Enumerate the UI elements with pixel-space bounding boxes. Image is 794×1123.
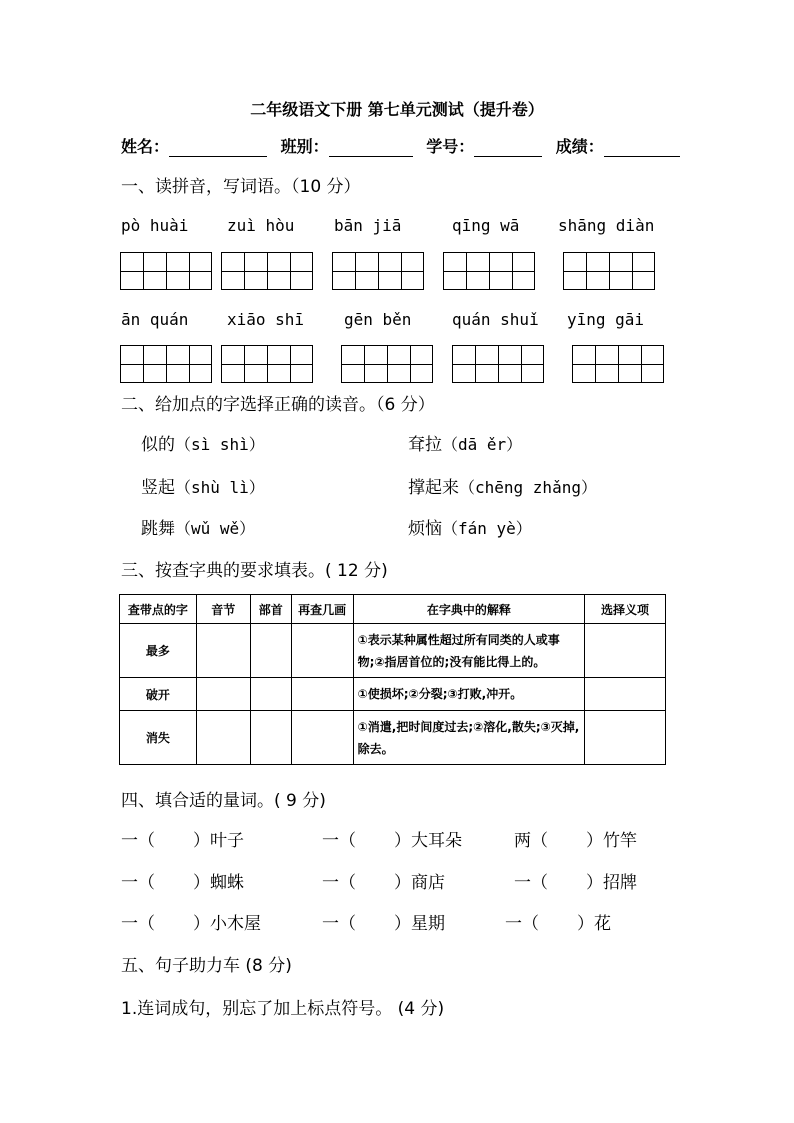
measure-word-item[interactable] xyxy=(121,826,244,851)
item-word: 烦恼 xyxy=(408,519,442,539)
item-options[interactable]: （sì shì） xyxy=(175,435,265,454)
item-options[interactable]: （chēng zhǎng） xyxy=(459,478,597,497)
name-field[interactable] xyxy=(169,139,267,157)
measure-word-item[interactable] xyxy=(514,826,637,851)
radical-cell[interactable] xyxy=(250,624,291,678)
item-options[interactable]: （wǔ wě） xyxy=(175,519,256,538)
pinyin-8: gēn běn xyxy=(344,310,412,329)
item-suffix: ）花 xyxy=(577,914,611,934)
header-cell: 再查几画 xyxy=(291,595,353,624)
class-label: 班别： xyxy=(280,137,329,156)
pinyin-7: xiāo shī xyxy=(227,310,305,329)
header-cell: 在字典中的解释 xyxy=(353,595,585,624)
definition-cell: ①表示某种属性超过所有同类的人或事物;②指居首位的;没有能比得上的。 xyxy=(353,624,585,678)
writing-grid[interactable] xyxy=(120,345,212,383)
item-prefix: 一（ xyxy=(322,914,356,934)
pronunciation-item xyxy=(408,473,597,498)
item-word: 耷拉 xyxy=(408,435,442,455)
syllable-cell[interactable] xyxy=(196,624,250,678)
pinyin-10: yīng gāi xyxy=(567,310,645,329)
pinyin-1: pò huài xyxy=(121,216,189,235)
choice-cell[interactable] xyxy=(585,624,666,678)
writing-grid[interactable] xyxy=(572,345,664,383)
item-prefix: 一（ xyxy=(121,873,155,893)
item-suffix: ）大耳朵 xyxy=(394,831,462,851)
item-suffix: ）招牌 xyxy=(586,873,637,893)
strokes-cell[interactable] xyxy=(291,711,353,765)
section-4-heading: 四、填合适的量词。( 9 分) xyxy=(121,791,326,811)
writing-grid[interactable] xyxy=(443,252,535,290)
item-suffix: ）商店 xyxy=(394,873,445,893)
header-cell: 部首 xyxy=(250,595,291,624)
measure-word-item[interactable] xyxy=(505,909,611,934)
item-prefix: 一（ xyxy=(505,914,539,934)
item-word: 跳舞 xyxy=(141,519,175,539)
pronunciation-item xyxy=(408,430,522,455)
writing-grid[interactable] xyxy=(452,345,544,383)
measure-word-item[interactable] xyxy=(322,909,445,934)
score-label: 成绩： xyxy=(555,137,604,156)
strokes-cell[interactable] xyxy=(291,624,353,678)
measure-word-item[interactable] xyxy=(121,868,244,893)
measure-word-item[interactable] xyxy=(322,826,462,851)
lookup-word: 破开 xyxy=(120,678,197,711)
strokes-cell[interactable] xyxy=(291,678,353,711)
lookup-word: 消失 xyxy=(120,711,197,765)
dictionary-table xyxy=(119,594,666,765)
section-5-subheading: 1.连词成句，别忘了加上标点符号。 (4 分) xyxy=(121,999,445,1019)
item-prefix: 一（ xyxy=(322,873,356,893)
section-3-heading: 三、按查字典的要求填表。( 12 分) xyxy=(121,561,388,581)
writing-grid[interactable] xyxy=(221,345,313,383)
lookup-word: 最多 xyxy=(120,624,197,678)
section-2-heading: 二、给加点的字选择正确的读音。（6 分） xyxy=(121,395,435,415)
syllable-cell[interactable] xyxy=(196,711,250,765)
item-prefix: 一（ xyxy=(322,831,356,851)
table-row xyxy=(120,678,666,711)
item-options[interactable]: （fán yè） xyxy=(442,519,532,538)
item-word: 竖起 xyxy=(141,478,175,498)
item-prefix: 一（ xyxy=(121,831,155,851)
choice-cell[interactable] xyxy=(585,678,666,711)
id-label: 学号： xyxy=(426,137,475,156)
item-word: 似的 xyxy=(141,435,175,455)
item-word: 撑起来 xyxy=(408,478,459,498)
writing-grid[interactable] xyxy=(563,252,655,290)
table-row xyxy=(120,711,666,765)
measure-word-item[interactable] xyxy=(514,868,637,893)
pinyin-4: qīng wā xyxy=(452,216,520,235)
radical-cell[interactable] xyxy=(250,711,291,765)
pinyin-9: quán shuǐ xyxy=(452,310,539,329)
page-title: 二年级语文下册 第七单元测试（提升卷） xyxy=(250,100,544,119)
item-prefix: 两（ xyxy=(514,831,548,851)
pronunciation-item xyxy=(141,473,265,498)
pronunciation-item xyxy=(141,514,255,539)
item-prefix: 一（ xyxy=(121,914,155,934)
item-options[interactable]: （shù lì） xyxy=(175,478,265,497)
radical-cell[interactable] xyxy=(250,678,291,711)
pinyin-3: bān jiā xyxy=(334,216,402,235)
item-suffix: ）竹竿 xyxy=(586,831,637,851)
definition-cell: ①消遣,把时间度过去;②溶化,散失;③灭掉,除去。 xyxy=(353,711,585,765)
table-row xyxy=(120,624,666,678)
section-1-heading: 一、读拼音，写词语。（10 分） xyxy=(121,177,361,197)
writing-grid[interactable] xyxy=(332,252,424,290)
measure-word-item[interactable] xyxy=(322,868,445,893)
item-suffix: ）蜘蛛 xyxy=(193,873,244,893)
item-options[interactable]: （dā ěr） xyxy=(442,435,523,454)
name-label: 姓名： xyxy=(121,137,170,156)
measure-word-item[interactable] xyxy=(121,909,261,934)
id-field[interactable] xyxy=(474,139,542,157)
pronunciation-item xyxy=(408,514,532,539)
item-suffix: ）叶子 xyxy=(193,831,244,851)
choice-cell[interactable] xyxy=(585,711,666,765)
pinyin-5: shāng diàn xyxy=(558,216,655,235)
header-cell: 音节 xyxy=(196,595,250,624)
item-suffix: ）星期 xyxy=(394,914,445,934)
writing-grid[interactable] xyxy=(120,252,212,290)
class-field[interactable] xyxy=(329,139,413,157)
table-header-row xyxy=(120,595,666,624)
definition-cell: ①使损坏;②分裂;③打败,冲开。 xyxy=(353,678,585,711)
header-cell: 选择义项 xyxy=(585,595,666,624)
item-suffix: ）小木屋 xyxy=(193,914,261,934)
writing-grid[interactable] xyxy=(221,252,313,290)
writing-grid[interactable] xyxy=(341,345,433,383)
student-info xyxy=(121,134,688,157)
item-prefix: 一（ xyxy=(514,873,548,893)
score-field[interactable] xyxy=(604,139,680,157)
header-cell: 查带点的字 xyxy=(120,595,197,624)
pinyin-2: zuì hòu xyxy=(227,216,295,235)
syllable-cell[interactable] xyxy=(196,678,250,711)
pinyin-6: ān quán xyxy=(121,310,189,329)
pronunciation-item xyxy=(141,430,265,455)
section-5-heading: 五、句子助力车 (8 分) xyxy=(121,956,292,976)
